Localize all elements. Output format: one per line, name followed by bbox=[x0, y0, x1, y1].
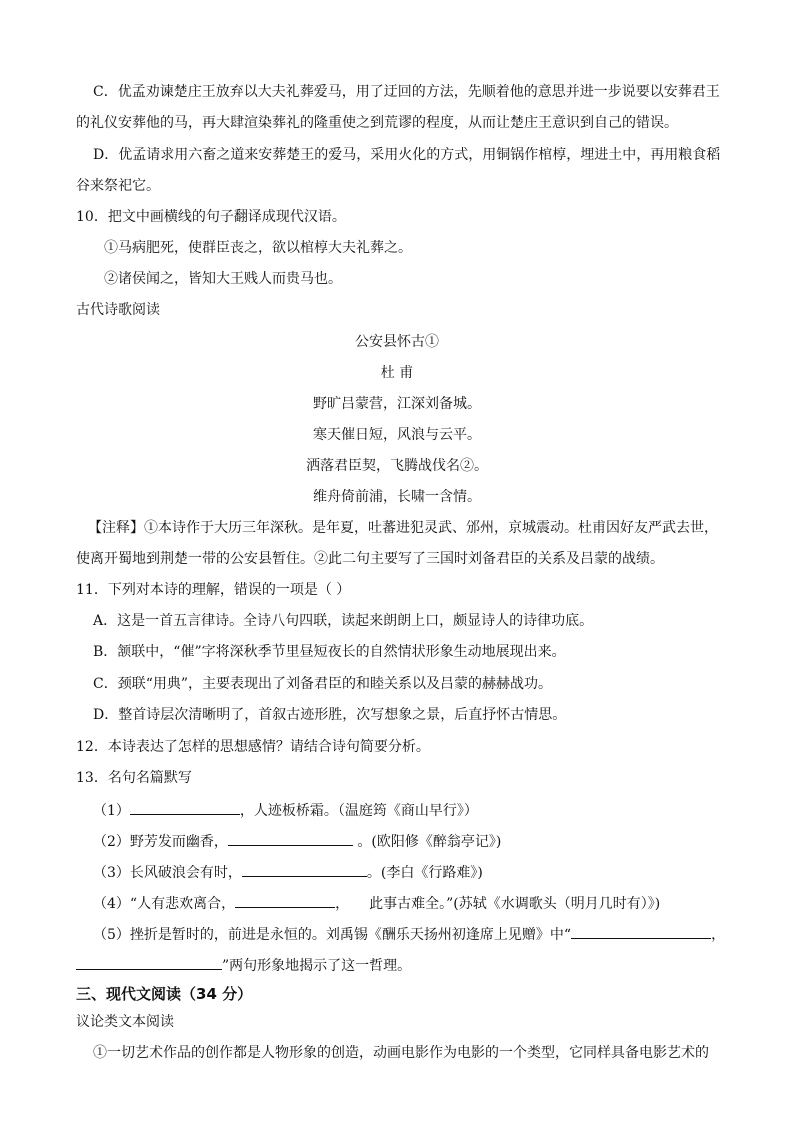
item-5-suffix: ”两句形象地揭示了这一哲理。 bbox=[222, 958, 412, 974]
question-13-item-3 bbox=[93, 861, 483, 883]
section-essay-heading: 议论类文本阅读 bbox=[76, 1014, 174, 1030]
question-13-item-5-line2 bbox=[76, 954, 411, 976]
item-1-suffix: ，人迹板桥霜。（温庭筠《商山早行》） bbox=[239, 803, 478, 819]
question-11-option-b: B．颔联中，“催”字将深秋季节里昼短夜长的自然情状形象生动地展现出来。 bbox=[93, 644, 566, 660]
poem-line-2: 寒天催日短，风浪与云平。 bbox=[313, 427, 481, 443]
section-poetry-heading: 古代诗歌阅读 bbox=[76, 302, 160, 318]
item-3-suffix: 。(李白《行路难》) bbox=[366, 865, 483, 881]
question-10-sentence-2: ②诸侯闻之，皆知大王贱人而贵马也。 bbox=[104, 271, 342, 287]
question-13-item-5-line1 bbox=[93, 923, 725, 945]
fill-blank[interactable] bbox=[571, 923, 711, 939]
item-4-comma: ， bbox=[335, 896, 350, 912]
item-5-comma: ， bbox=[711, 927, 726, 943]
option-d-line1: D．优孟请求用六畜之道来安葬楚王的爱马，采用火化的方式，用铜锅作棺椁，埋进土中，再用粮食稻 bbox=[93, 147, 721, 163]
essay-paragraph-1: ①一切艺术作品的创作都是人物形象的创造，动画电影作为电影的一个类型，它同样具备电影艺术的 bbox=[93, 1045, 709, 1061]
poem-title: 公安县怀古① bbox=[355, 334, 439, 350]
item-2-prefix: （2）野芳发而幽香， bbox=[93, 834, 228, 850]
question-13-item-1 bbox=[93, 799, 478, 821]
fill-blank[interactable] bbox=[235, 892, 335, 908]
question-10-sentence-1: ①马病肥死，使群臣丧之，欲以棺椁大夫礼葬之。 bbox=[104, 240, 412, 256]
fill-blank[interactable] bbox=[130, 799, 240, 815]
poem-author: 杜 甫 bbox=[380, 365, 414, 381]
question-13-item-4 bbox=[93, 892, 660, 914]
item-1-prefix: （1） bbox=[93, 803, 130, 819]
poem-note-line2: 使离开蜀地到荆楚一带的公安县暂住。②此二句主要写了三国时刘备君臣的关系及吕蒙的战绩。 bbox=[76, 551, 664, 567]
item-2-suffix: 。(欧阳修《醉翁亭记》) bbox=[352, 834, 502, 850]
item-5-prefix: （5）挫折是暂时的，前进是永恒的。刘禹锡《酬乐天扬州初逢席上见赠》中“ bbox=[93, 927, 572, 943]
question-11-option-c: C．颈联“用典”，主要表现出了刘备君臣的和睦关系以及吕蒙的赫赫战功。 bbox=[93, 676, 553, 692]
option-d-line2: 谷来祭祀它。 bbox=[76, 178, 160, 194]
option-c-line1: C．优孟劝谏楚庄王放弃以大夫礼葬爱马，用了迂回的方法，先顺着他的意思并进一步说要以安葬君王 bbox=[93, 84, 720, 100]
fill-blank[interactable] bbox=[76, 954, 222, 970]
poem-note-line1: 【注释】①本诗作于大历三年深秋。是年夏，吐蕃进犯灵武、邠州，京城震动。杜甫因好友严武去世， bbox=[88, 520, 718, 536]
item-4-suffix: 此事古难全。”(苏轼《水调歌头（明月几时有）》) bbox=[369, 896, 661, 912]
fill-blank[interactable] bbox=[242, 861, 367, 877]
item-3-prefix: （3）长风破浪会有时， bbox=[93, 865, 242, 881]
question-12-stem: 12．本诗表达了怎样的思想感情？请结合诗句简要分析。 bbox=[76, 739, 430, 755]
question-10-stem: 10．把文中画横线的句子翻译成现代汉语。 bbox=[76, 209, 346, 225]
poem-line-1: 野旷吕蒙营，江深刘备城。 bbox=[313, 396, 481, 412]
poem-line-3: 洒落君臣契，飞腾战伐名②。 bbox=[306, 458, 488, 474]
item-4-prefix: （4）“人有悲欢离合， bbox=[93, 896, 236, 912]
question-11-option-a: A．这是一首五言律诗。全诗八句四联，读起来朗朗上口，颇显诗人的诗律功底。 bbox=[93, 613, 594, 629]
option-c-line2: 的礼仪安葬他的马，再大肆渲染葬礼的隆重使之到荒谬的程度，从而让楚庄王意识到自己的错误。 bbox=[76, 115, 678, 131]
section-3-heading: 三、现代文阅读（34 分） bbox=[76, 985, 253, 1003]
question-11-option-d: D．整首诗层次清晰明了，首叙古迹形胜，次写想象之景，后直抒怀古情思。 bbox=[93, 707, 567, 723]
question-11-stem: 11．下列对本诗的理解，错误的一项是（ ） bbox=[76, 582, 351, 598]
question-13-item-2 bbox=[93, 830, 501, 852]
question-13-stem: 13．名句名篇默写 bbox=[76, 770, 192, 786]
fill-blank[interactable] bbox=[228, 830, 353, 846]
poem-line-4: 维舟倚前浦，长啸一含情。 bbox=[313, 489, 481, 505]
